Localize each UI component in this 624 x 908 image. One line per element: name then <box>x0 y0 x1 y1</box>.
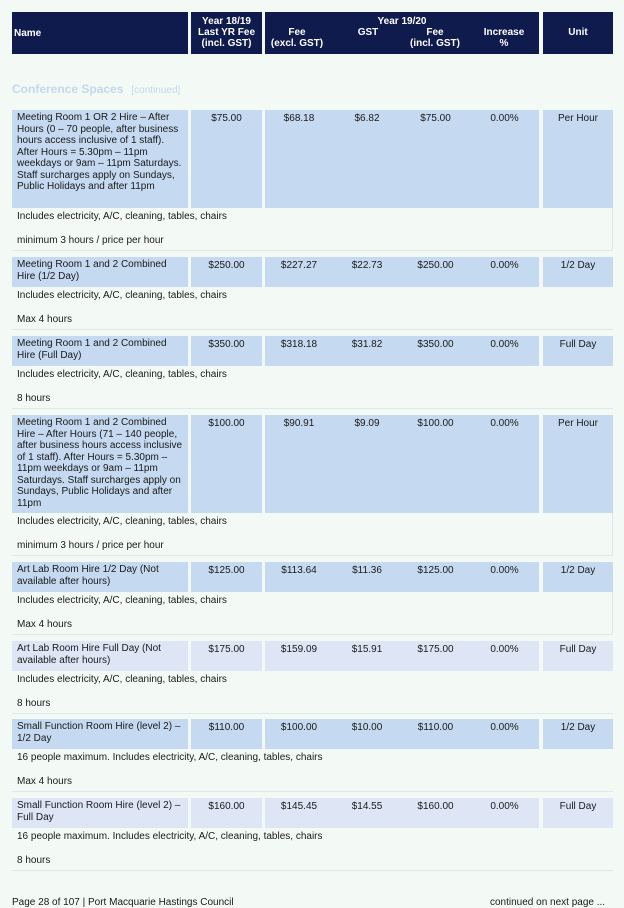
header-gst: GST <box>357 27 379 38</box>
last-yr-fee: $125.00 <box>191 562 262 592</box>
header-last-yr-cell <box>191 12 262 54</box>
increase-percent: 0.00% <box>470 336 539 366</box>
increase-percent: 0.00% <box>470 110 539 208</box>
increase-percent: 0.00% <box>470 562 539 592</box>
row-note-includes: Includes electricity, A/C, cleaning, tables, chairs <box>17 211 227 222</box>
header-unit: Unit <box>568 27 588 38</box>
header-year1819: Year 18/19 <box>202 16 251 27</box>
gst-amount: $31.82 <box>333 336 401 366</box>
header-increase-pct: % <box>499 38 509 49</box>
increase-percent: 0.00% <box>470 415 539 513</box>
item-name: Art Lab Room Hire 1/2 Day (Not available after hours) <box>12 562 188 592</box>
fee-excl-gst: $318.18 <box>265 336 333 366</box>
gst-amount: $14.55 <box>333 798 401 828</box>
row-note-duration: minimum 3 hours / price per hour <box>17 235 164 246</box>
row-note-duration: 8 hours <box>17 698 51 709</box>
fee-incl-gst: $175.00 <box>401 641 470 671</box>
item-name: Art Lab Room Hire Full Day (Not available after hours) <box>12 641 188 671</box>
last-yr-fee: $250.00 <box>191 257 262 287</box>
header-year1920-cell <box>265 12 539 54</box>
fee-excl-gst: $113.64 <box>265 562 333 592</box>
fee-incl-gst: $250.00 <box>401 257 470 287</box>
item-name: Small Function Room Hire (level 2) – 1/2 Day <box>12 719 188 749</box>
fee-excl-gst: $68.18 <box>265 110 333 208</box>
unit: Per Hour <box>543 110 613 208</box>
header-fee-incl-gst: (incl. GST) <box>410 38 460 49</box>
fee-excl-gst: $227.27 <box>265 257 333 287</box>
item-name: Small Function Room Hire (level 2) – Full Day <box>12 798 188 828</box>
header-name: Name <box>14 28 42 39</box>
unit: Full Day <box>543 798 613 828</box>
row-note-duration: minimum 3 hours / price per hour <box>17 540 164 551</box>
unit: Full Day <box>543 641 613 671</box>
gst-amount: $22.73 <box>333 257 401 287</box>
gst-amount: $9.09 <box>333 415 401 513</box>
footer-page: Page 28 of 107 | Port Macquarie Hastings Council <box>12 897 234 908</box>
increase-percent: 0.00% <box>470 719 539 749</box>
gst-amount: $15.91 <box>333 641 401 671</box>
header-name-cell <box>12 12 188 54</box>
last-yr-fee: $110.00 <box>191 719 262 749</box>
row-note-duration: Max 4 hours <box>17 776 73 787</box>
fee-incl-gst: $110.00 <box>401 719 470 749</box>
fee-incl-gst: $125.00 <box>401 562 470 592</box>
unit: Per Hour <box>543 415 613 513</box>
unit: 1/2 Day <box>543 562 613 592</box>
row-note-includes: Includes electricity, A/C, cleaning, tables, chairs <box>17 674 227 685</box>
last-yr-fee: $175.00 <box>191 641 262 671</box>
gst-amount: $11.36 <box>333 562 401 592</box>
section-title-text: Conference Spaces <box>12 82 124 96</box>
row-note-includes: Includes electricity, A/C, cleaning, tables, chairs <box>17 516 227 527</box>
header-last-yr-gst: (incl. GST) <box>201 38 252 49</box>
fee-incl-gst: $100.00 <box>401 415 470 513</box>
fee-incl-gst: $160.00 <box>401 798 470 828</box>
increase-percent: 0.00% <box>470 641 539 671</box>
last-yr-fee: $75.00 <box>191 110 262 208</box>
row-note-duration: 8 hours <box>17 393 51 404</box>
last-yr-fee: $100.00 <box>191 415 262 513</box>
footer-continued: continued on next page ... <box>490 897 606 908</box>
last-yr-fee: $350.00 <box>191 336 262 366</box>
increase-percent: 0.00% <box>470 798 539 828</box>
item-name: Meeting Room 1 and 2 Combined Hire – After Hours (71 – 140 people, after business hours access inclusive of 1 staff). After Hours = 5.30pm – 11pm weekdays or 9am – 11pm Saturdays. Staff surcharges apply on Sundays, Public Holidays and after 11pm <box>12 415 188 513</box>
row-note-includes: 16 people maximum. Includes electricity, A/C, cleaning, tables, chairs <box>17 752 323 763</box>
header-increase: Increase <box>483 27 525 38</box>
header-last-yr-fee: Last YR Fee <box>197 27 256 38</box>
header-unit-cell <box>543 12 613 54</box>
unit: 1/2 Day <box>543 257 613 287</box>
increase-percent: 0.00% <box>470 257 539 287</box>
unit: Full Day <box>543 336 613 366</box>
fee-excl-gst: $159.09 <box>265 641 333 671</box>
item-name: Meeting Room 1 OR 2 Hire – After Hours (0 – 70 people, after business hours access inclusive of 1 staff). After Hours = 5.30pm – 11pm weekdays or 9am – 11pm Saturdays. Staff surcharges apply on Sundays, Public Holidays and after 11pm <box>12 110 188 208</box>
header-year1920: Year 19/20 <box>377 16 427 27</box>
fee-excl-gst: $145.45 <box>265 798 333 828</box>
row-note-duration: Max 4 hours <box>17 314 73 325</box>
gst-amount: $6.82 <box>333 110 401 208</box>
row-note-includes: Includes electricity, A/C, cleaning, tables, chairs <box>17 369 227 380</box>
header-fee-incl: Fee <box>426 27 444 38</box>
unit: 1/2 Day <box>543 719 613 749</box>
row-note-duration: 8 hours <box>17 855 51 866</box>
row-note-includes: 16 people maximum. Includes electricity, A/C, cleaning, tables, chairs <box>17 831 323 842</box>
fee-excl-gst: $90.91 <box>265 415 333 513</box>
item-name: Meeting Room 1 and 2 Combined Hire (1/2 Day) <box>12 257 188 287</box>
header-fee-excl-gst: (excl. GST) <box>270 38 324 49</box>
fee-incl-gst: $75.00 <box>401 110 470 208</box>
gst-amount: $10.00 <box>333 719 401 749</box>
section-continued: [continued] <box>131 85 181 96</box>
last-yr-fee: $160.00 <box>191 798 262 828</box>
header-fee-excl: Fee <box>288 27 306 38</box>
row-note-includes: Includes electricity, A/C, cleaning, tables, chairs <box>17 595 227 606</box>
fee-excl-gst: $100.00 <box>265 719 333 749</box>
fee-incl-gst: $350.00 <box>401 336 470 366</box>
row-note-includes: Includes electricity, A/C, cleaning, tables, chairs <box>17 290 227 301</box>
item-name: Meeting Room 1 and 2 Combined Hire (Full Day) <box>12 336 188 366</box>
row-note-duration: Max 4 hours <box>17 619 73 630</box>
section-title <box>12 82 180 96</box>
